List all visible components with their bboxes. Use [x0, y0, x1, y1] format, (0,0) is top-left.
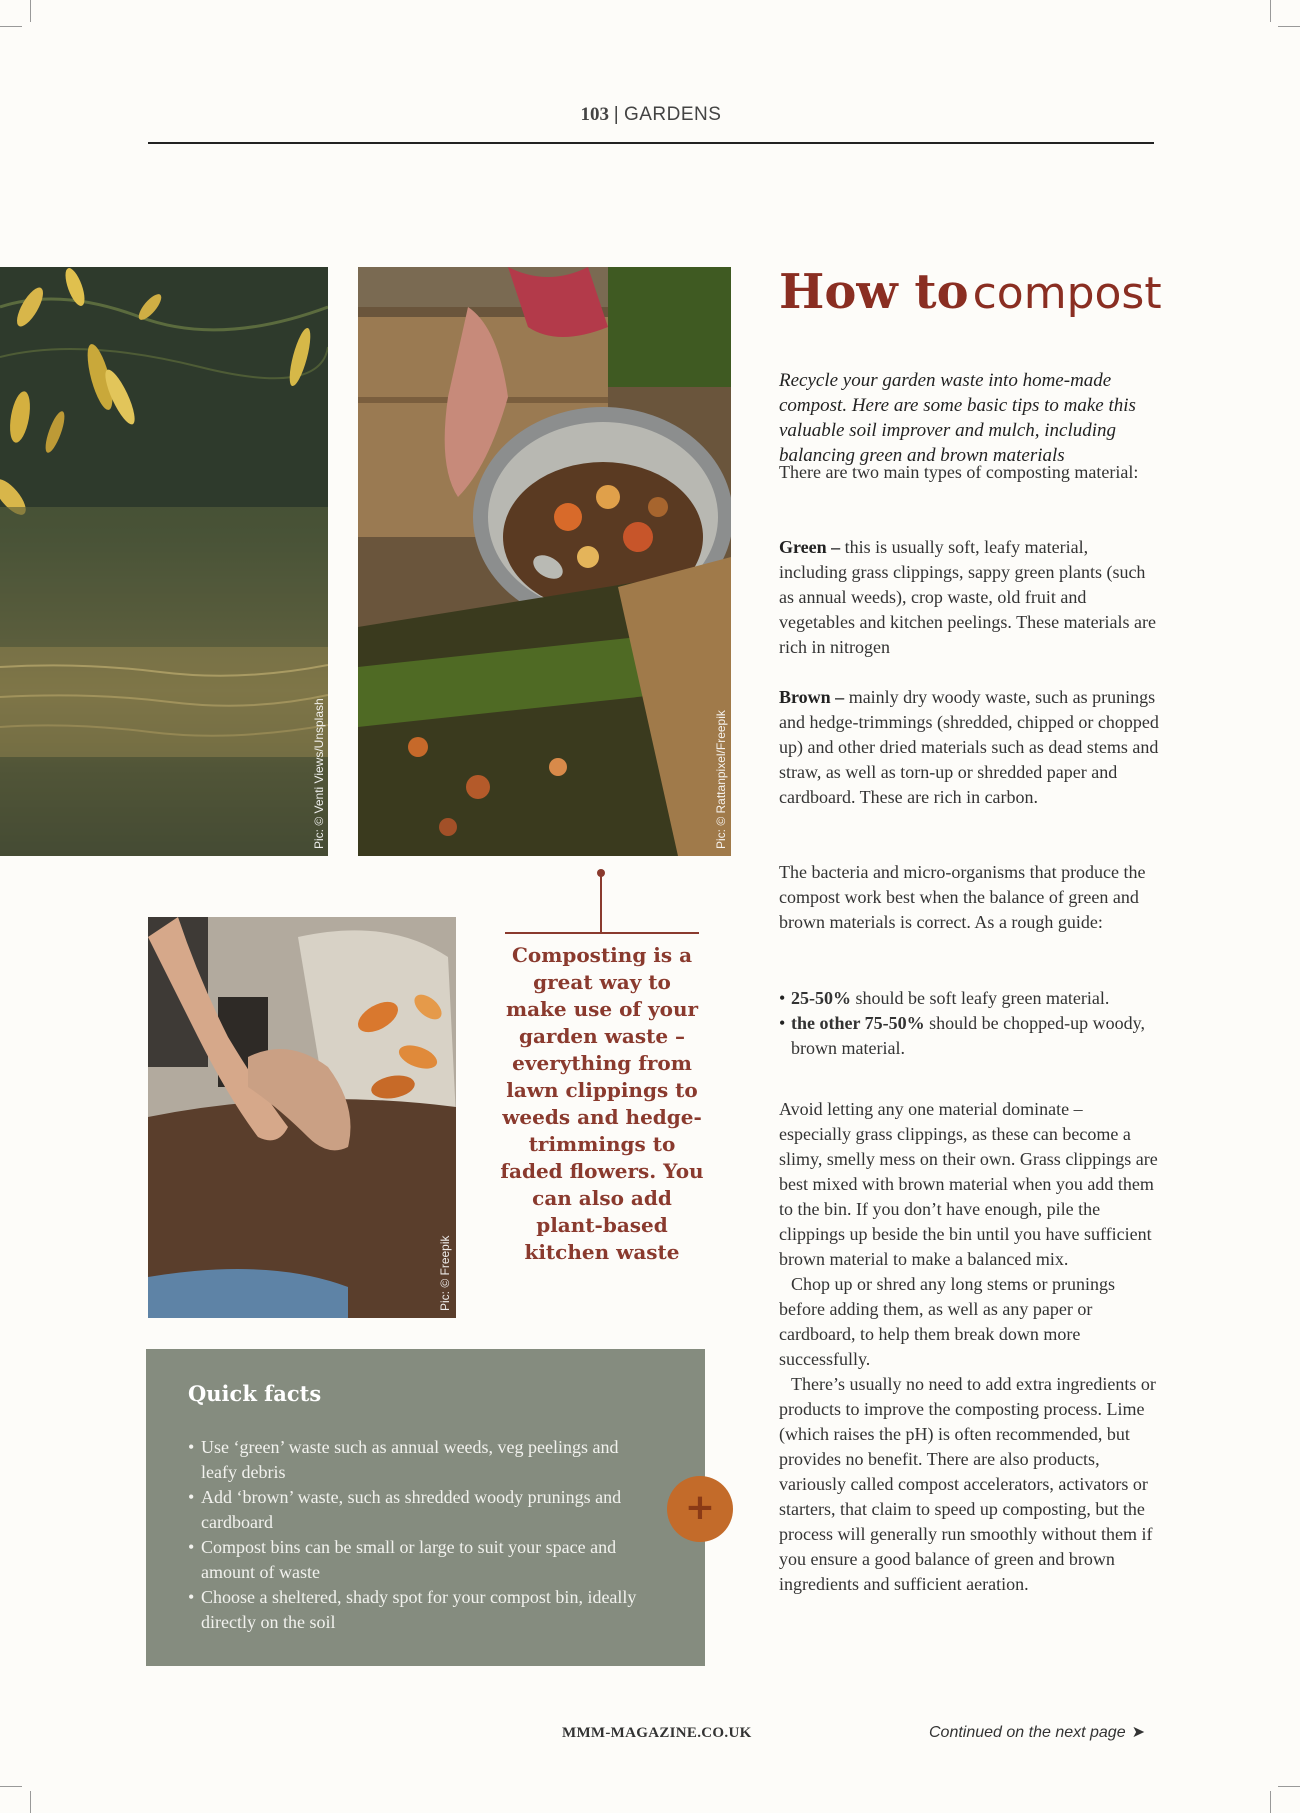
river-photo — [0, 267, 328, 856]
arrow-right-icon: ➤ — [1131, 1724, 1146, 1741]
advice-paragraph: There’s usually no need to add extra ingredients or products to improve the composting process. Lime (which raises the pH) is often recommended, but provides no benefit. There are also products, variously called compost accelerators, activators or starters, that claim to speed up composting, but the process will generally run smoothly without them if you ensure a good balance of green and brown ingredients and sufficient aeration. — [779, 1374, 1156, 1594]
green-paragraph — [779, 535, 1159, 660]
crop-mark — [1278, 1786, 1300, 1787]
plus-icon: + — [667, 1476, 733, 1542]
brown-paragraph — [779, 685, 1159, 810]
balance-paragraph: The bacteria and micro-organisms that produce the compost work best when the balance of green and brown materials is correct. As a rough guide: — [779, 862, 1146, 932]
ratio-bullet — [779, 986, 1159, 1011]
advice-column — [779, 1097, 1159, 1597]
brown-label: Brown – — [779, 687, 845, 707]
green-text: this is usually soft, leafy material, including grass clippings, sappy green plants (such as annual weeds), crop waste, old fruit and vegetables and kitchen peelings. These materials are rich in nitrogen — [779, 537, 1157, 657]
photo-credit: Pic: © Venti Views/Unsplash — [312, 698, 326, 849]
photo-credit: Pic: © Rattanpixel/Freepik — [714, 710, 728, 849]
quick-facts-title: Quick facts — [188, 1381, 322, 1406]
crop-mark — [1270, 0, 1271, 22]
crop-mark — [1270, 1791, 1271, 1813]
continued-link[interactable] — [929, 1722, 1145, 1742]
quick-facts-box — [146, 1349, 705, 1666]
advice-paragraph: Avoid letting any one material dominate – especially grass clippings, as these can become a slimy, smelly mess on their own. Grass clippings are best mixed with brown material when you add them to the bin. If you don’t have enough, pile the clippings up beside the bin until you have sufficient brown material to make a balanced mix. — [779, 1099, 1158, 1269]
ratio-bullet — [779, 1011, 1159, 1061]
quick-fact-item: • Compost bins can be small or large to suit your space and amount of waste — [188, 1535, 638, 1585]
crop-mark — [30, 0, 31, 22]
compost-photo — [358, 267, 731, 856]
pull-quote: Composting is a great way to make use of your garden waste – everything from lawn clippings to weeds and hedge-trimmings to faded flowers. You can also add plant-based kitchen waste — [500, 943, 704, 1264]
ratio-text: should be chopped-up woody, brown material. — [791, 1013, 1145, 1058]
footer-website: MMM-MAGAZINE.CO.UK — [562, 1725, 752, 1741]
ratio-bullets — [779, 986, 1159, 1061]
header-separator: | — [613, 104, 620, 125]
ratio-bold: the other 75-50% — [791, 1013, 925, 1033]
quick-facts-list — [188, 1435, 638, 1635]
compost-photo-art — [358, 267, 731, 856]
green-label: Green – — [779, 537, 841, 557]
soil-hands-photo-art — [148, 917, 456, 1318]
quick-fact-item: • Use ‘green’ waste such as annual weeds, veg peelings and leafy debris — [188, 1435, 638, 1485]
crop-mark — [30, 1791, 31, 1813]
crop-mark — [0, 1786, 22, 1787]
soil-hands-photo — [148, 917, 456, 1318]
intro-paragraph: There are two main types of composting material: — [779, 462, 1139, 482]
page-header — [148, 104, 1154, 126]
crop-mark — [0, 26, 22, 27]
advice-paragraph: Chop up or shred any long stems or prunings before adding them, as well as any paper or cardboard, to help them break down more successfully. — [779, 1274, 1115, 1369]
quick-fact-item: • Choose a sheltered, shady spot for your compost bin, ideally directly on the soil — [188, 1585, 638, 1635]
continued-text: Continued on the next page — [929, 1724, 1126, 1741]
photo-credit: Pic: © Freepik — [438, 1235, 452, 1311]
pullquote-rule — [505, 932, 699, 934]
article-title — [779, 262, 1162, 334]
quick-fact-item: • Add ‘brown’ waste, such as shredded woody prunings and cardboard — [188, 1485, 638, 1535]
pullquote-line — [600, 872, 602, 932]
section-name: GARDENS — [623, 104, 722, 125]
ratio-text: should be soft leafy green material. — [851, 988, 1110, 1008]
header-rule — [148, 142, 1154, 144]
title-bold: How to — [779, 264, 969, 320]
brown-text: mainly dry woody waste, such as prunings and hedge-trimmings (shredded, chipped or chopped up) and other dried materials such as dead stems and straw, as well as torn-up or shredded paper and cardboard. These are rich in carbon. — [779, 687, 1159, 807]
title-light: compost — [972, 268, 1162, 319]
river-photo-art — [0, 267, 328, 856]
standfirst: Recycle your garden waste into home-made compost. Here are some basic tips to make this valuable soil improver and mulch, including balancing green and brown materials — [779, 370, 1136, 466]
page-number: 103 — [580, 104, 610, 125]
ratio-bold: 25-50% — [791, 988, 851, 1008]
crop-mark — [1278, 26, 1300, 27]
